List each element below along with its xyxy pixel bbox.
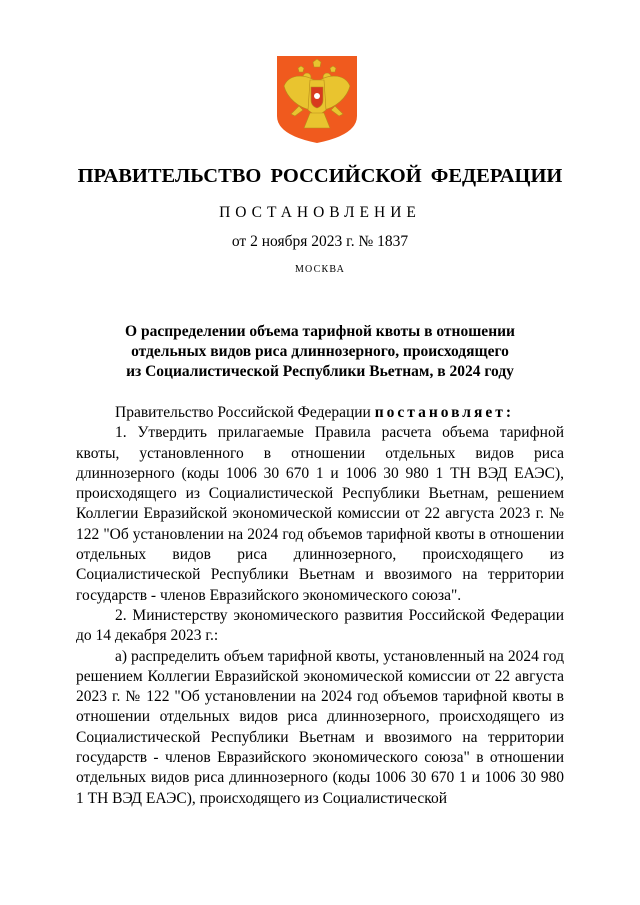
- intro-paragraph: [76, 403, 564, 423]
- document-city: МОСКВА: [294, 264, 346, 275]
- intro-text: Правительство Российской Федерации: [115, 404, 375, 421]
- government-name: ПРАВИТЕЛЬСТВО РОССИЙСКОЙ ФЕДЕРАЦИИ: [77, 165, 563, 187]
- document-body: [76, 403, 564, 809]
- document-date-number: от 2 ноября 2023 г. № 1837: [231, 233, 409, 250]
- paragraph-2: 2. Министерству экономического развития Российской Федерации до 14 декабря 2023 г.:: [76, 606, 564, 645]
- document-type: ПОСТАНОВЛЕНИЕ: [219, 204, 421, 221]
- title-line-1: О распределении объема тарифной квоты в отношении: [125, 323, 515, 340]
- decree-keyword: постановляет:: [374, 404, 515, 421]
- document-title: [80, 322, 560, 382]
- title-line-2: отдельных видов риса длиннозерного, происходящего: [131, 343, 509, 360]
- russian-coat-of-arms-icon: [277, 56, 357, 143]
- paragraph-2a: а) распределить объем тарифной квоты, установленный на 2024 год решением Коллегии Евразийской экономической комиссии от 22 августа 2023 г. № 122 "Об установлении на 2024 год объемов тарифной квоты в отношении отдельных видов риса длиннозерного, происходящего из Социалистической Республики Вьетнам и ввозимого на территории государств - членов Евразийского экономического союза" в отношении отдельных видов риса длиннозерного (коды 1006 30 670 1 и 1006 30 980 1 ТН ВЭД ЕАЭС), происходящего из Социалистической: [76, 647, 564, 807]
- title-line-3: из Социалистической Республики Вьетнам, в 2024 году: [126, 363, 514, 380]
- paragraph-1: 1. Утвердить прилагаемые Правила расчета объема тарифной квоты, установленного в отношении отдельных видов риса длиннозерного (коды 1006 30 670 1 и 1006 30 980 1 ТН ВЭД ЕАЭС), происходящего из Социалистической Республики Вьетнам, решением Коллегии Евразийской экономической комиссии от 22 августа 2023 г. № 122 "Об установлении на 2024 год объемов тарифной квоты в отношении отдельных видов риса длиннозерного, происходящего из Социалистической Республики Вьетнам и ввозимого на территории государств - членов Евразийского экономического союза".: [76, 424, 564, 604]
